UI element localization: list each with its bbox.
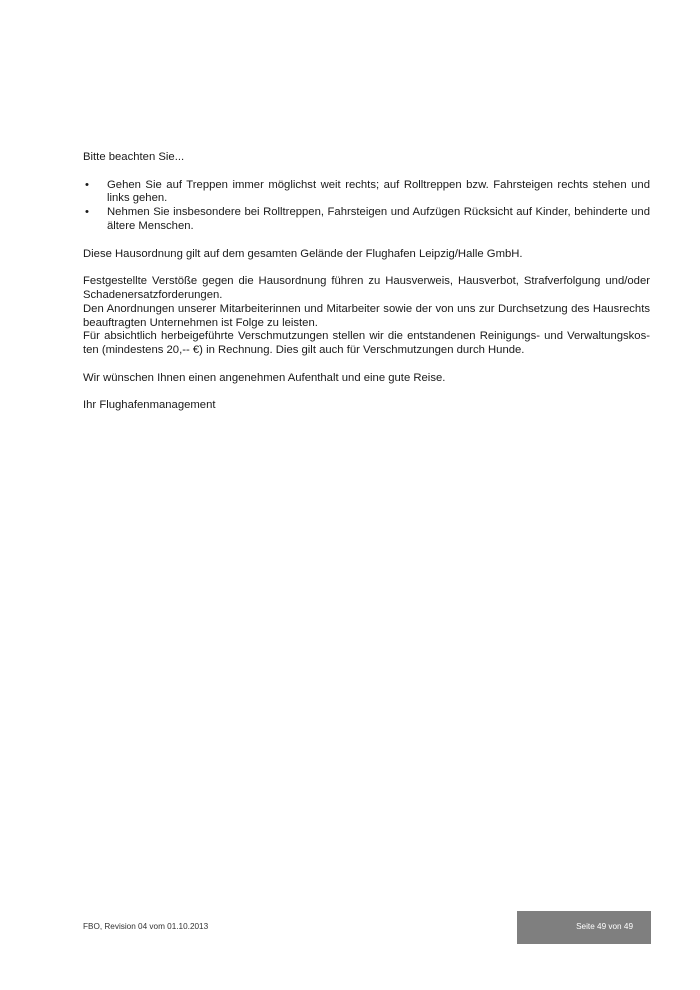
rules-block: [83, 275, 650, 358]
instructions-text: Den Anordnungen unserer Mitarbeiterinnen und Mitarbeiter sowie der von uns zur Durchsetzung des Hausrechts beauftragten Unternehmen ist Folge zu leisten.: [83, 302, 650, 329]
bullet-text-consideration: Nehmen Sie insbesondere bei Rolltreppen, Fahrsteigen und Aufzügen Rücksicht auf Kinder, behinderte und ältere Menschen.: [107, 206, 650, 232]
page-number: Seite 49 von 49: [576, 922, 633, 931]
costs-text: Für absichtlich herbeigeführte Verschmutzungen stellen wir die entstandenen Reinigungs- und Verwaltungskos-ten (mindestens 20,-- €) in Rechnung. Dies gilt auch für Verschmutzungen durch Hunde.: [83, 330, 650, 357]
list-item: [83, 179, 650, 207]
intro-text: Bitte beachten Sie...: [83, 151, 185, 163]
footer-page-box: [517, 911, 651, 944]
bullet-list: [83, 179, 650, 234]
scope-text: Diese Hausordnung gilt auf dem gesamten Gelände der Flughafen Leipzig/Halle GmbH.: [83, 247, 523, 260]
bullet-icon: •: [85, 178, 89, 191]
wishes-text: Wir wünschen Ihnen einen angenehmen Aufenthalt und eine gute Reise.: [83, 371, 446, 384]
footer-revision: FBO, Revision 04 vom 01.10.2013: [83, 922, 209, 931]
document-body: [83, 151, 650, 427]
violations-text: Festgestellte Verstöße gegen die Hausordnung führen zu Hausverweis, Hausverbot, Strafverfolgung und/oder Schadenersatzforderungen.: [83, 275, 650, 301]
signature-text: Ihr Flughafenmanagement: [83, 399, 216, 412]
bullet-icon: •: [85, 206, 89, 219]
list-item: [83, 206, 650, 234]
bullet-text-stairs: Gehen Sie auf Treppen immer möglichst weit rechts; auf Rolltreppen bzw. Fahrsteigen rechts stehen und links gehen.: [107, 178, 650, 205]
